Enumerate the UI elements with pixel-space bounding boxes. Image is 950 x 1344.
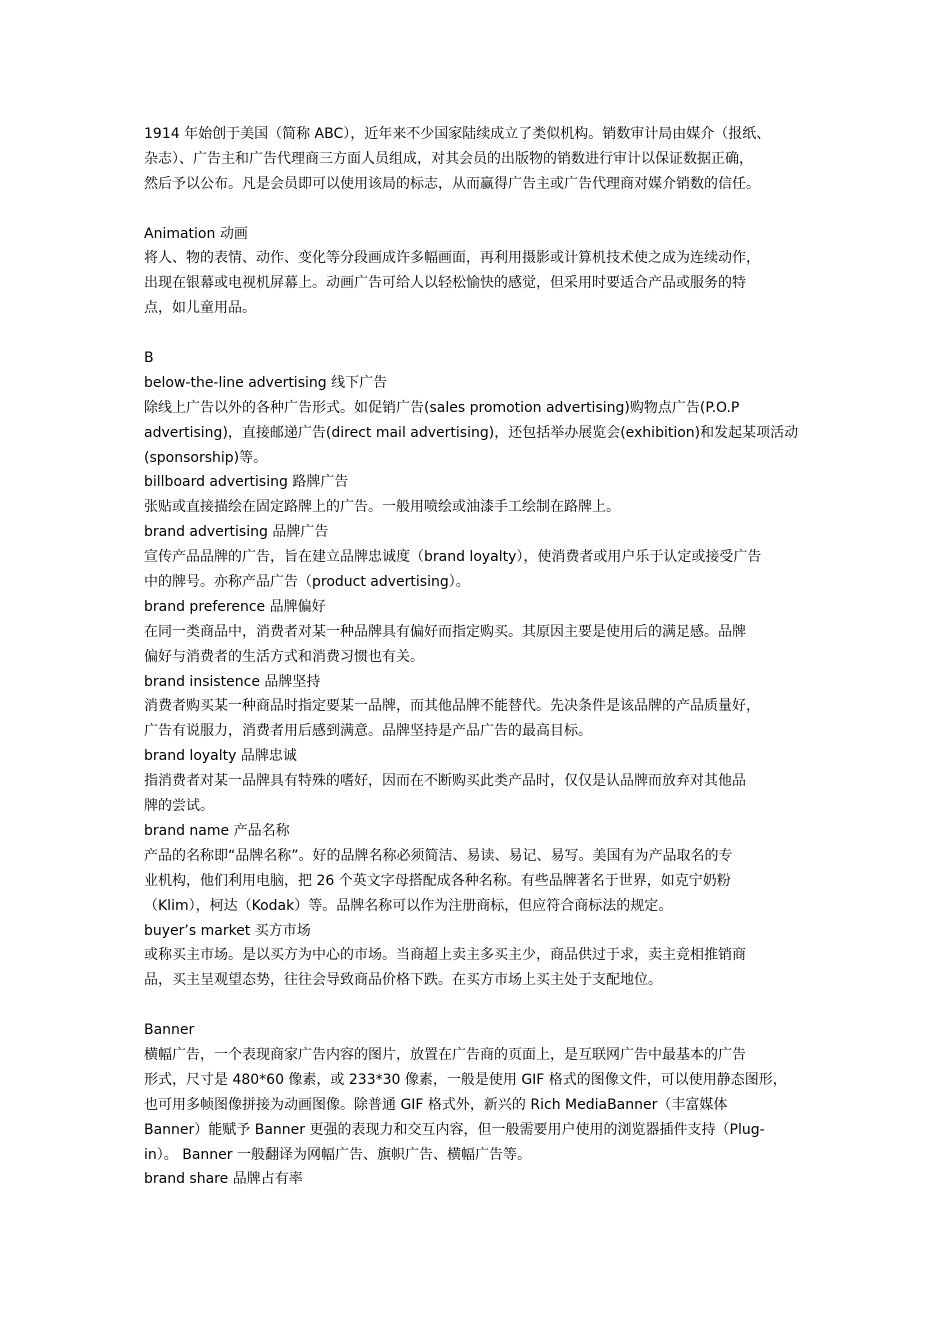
text-line: 品，买主呈观望态势，往往会导致商品价格下跌。在买方市场上买主处于支配地位。	[144, 972, 662, 989]
text-line: 广告有说服力，消费者用后感到满意。品牌坚持是产品广告的最高目标。	[144, 723, 592, 740]
term-heading: brand name 产品名称	[144, 822, 290, 839]
text-line: （Klim），柯达（Kodak）等。品牌名称可以作为注册商标，但应符合商标法的规定。	[144, 897, 673, 914]
text-line: 形式，尺寸是 480*60 像素，或 233*30 像素，一般是使用 GIF 格式的图像文件，可以使用静态图形，	[144, 1071, 787, 1088]
text-line: 中的牌号。亦称产品广告（product advertising）。	[144, 574, 470, 591]
entry-banner	[144, 1018, 808, 1192]
text-line: 将人、物的表情、动作、变化等分段画成许多幅画面，再利用摄影或计算机技术使之成为连续动作，	[144, 250, 760, 267]
text-line: 指消费者对某一品牌具有特殊的嗜好，因而在不断购买此类产品时，仅仅是认品牌而放弃对其他品	[144, 773, 746, 790]
term-heading: Animation 动画	[144, 225, 248, 242]
term-heading: below-the-line advertising 线下广告	[144, 374, 388, 391]
term-heading: brand preference 品牌偏好	[144, 598, 326, 615]
text-line: 除线上广告以外的各种广告形式。如促销广告(sales promotion advertising)购物点广告(P.O.P	[144, 399, 740, 416]
text-line: advertising)，直接邮递广告(direct mail advertising)，还包括举办展览会(exhibition)和发起某项活动	[144, 424, 799, 441]
text-line: 然后予以公布。凡是会员即可以使用该局的标志，从而赢得广告主或广告代理商对媒介销数的信任。	[144, 175, 760, 192]
paragraph-spacer	[144, 321, 808, 346]
term-heading: brand insistence 品牌坚持	[144, 673, 321, 690]
text-line: 或称买主市场。是以买方为中心的市场。当商超上卖主多买主少，商品供过于求，卖主竞相推销商	[144, 947, 746, 964]
text-line: 出现在银幕或电视机屏幕上。动画广告可给人以轻松愉快的感觉，但采用时要适合产品或服务的特	[144, 275, 746, 292]
text-line: 杂志）、广告主和广告代理商三方面人员组成，对其会员的出版物的销数进行审计以保证数据正确，	[144, 150, 753, 167]
text-line: 横幅广告，一个表现商家广告内容的图片，放置在广告商的页面上，是互联网广告中最基本的广告	[144, 1046, 746, 1063]
text-line: 业机构，他们利用电脑，把 26 个英文字母搭配成各种名称。有些品牌著名于世界，如克宁奶粉	[144, 872, 731, 889]
term-heading: brand share 品牌占有率	[144, 1171, 303, 1188]
text-line: 张贴或直接描绘在固定路牌上的广告。一般用喷绘或油漆手工绘制在路牌上。	[144, 499, 620, 516]
text-line: (sponsorship)等。	[144, 449, 268, 466]
text-line: 也可用多帧图像拼接为动画图像。除普通 GIF 格式外，新兴的 Rich MediaBanner（丰富媒体	[144, 1096, 728, 1113]
text-line: 点，如儿童用品。	[144, 300, 256, 317]
term-heading: brand loyalty 品牌忠诚	[144, 748, 297, 765]
text-line: 偏好与消费者的生活方式和消费习惯也有关。	[144, 648, 424, 665]
section-letter: B	[144, 350, 154, 367]
document-page	[144, 122, 808, 1192]
text-line: 消费者购买某一种商品时指定要某一品牌，而其他品牌不能替代。先决条件是该品牌的产品质量好，	[144, 698, 760, 715]
text-line: 1914 年始创于美国（简称 ABC），近年来不少国家陆续成立了类似机构。销数审计局由媒介（报纸、	[144, 126, 771, 142]
entry-animation	[144, 222, 808, 322]
term-heading: Banner	[144, 1022, 195, 1039]
text-line: 宣传产品品牌的广告，旨在建立品牌忠诚度（brand loyalty），使消费者或用户乐于认定或接受广告	[144, 549, 762, 566]
term-heading: billboard advertising 路牌广告	[144, 474, 349, 491]
paragraph-abc-origin	[144, 122, 808, 197]
term-heading: buyer’s market 买方市场	[144, 922, 311, 939]
section-b	[144, 346, 808, 993]
paragraph-spacer	[144, 993, 808, 1018]
text-line: Banner）能赋予 Banner 更强的表现力和交互内容，但一般需要用户使用的浏览器插件支持（Plug-	[144, 1121, 765, 1138]
text-line: 牌的尝试。	[144, 798, 214, 815]
paragraph-spacer	[144, 197, 808, 222]
text-line: 在同一类商品中，消费者对某一种品牌具有偏好而指定购买。其原因主要是使用后的满足感。品牌	[144, 623, 746, 640]
text-line: 产品的名称即“品牌名称”。好的品牌名称必须简洁、易读、易记、易写。美国有为产品取名的专	[144, 847, 733, 864]
term-heading: brand advertising 品牌广告	[144, 524, 329, 541]
text-line: in）。 Banner 一般翻译为网幅广告、旗帜广告、横幅广告等。	[144, 1146, 531, 1163]
